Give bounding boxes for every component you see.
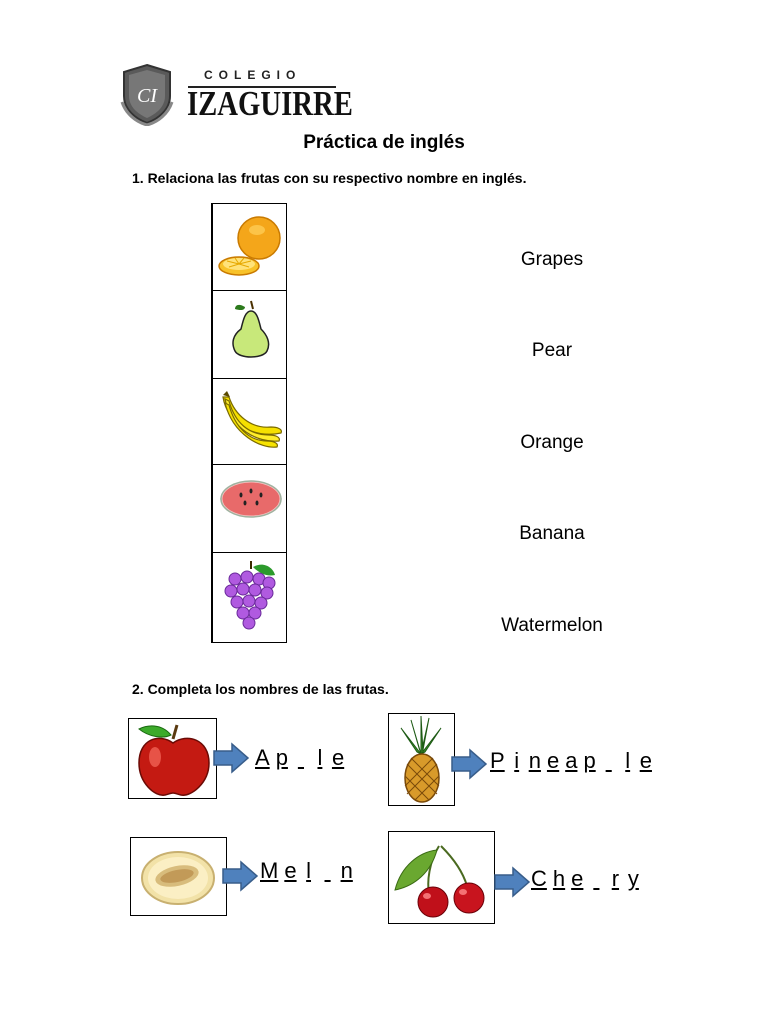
- letter: y: [627, 866, 639, 891]
- word-option: Pear: [531, 340, 573, 361]
- arrow-right-icon: [222, 860, 258, 892]
- letter: e: [639, 748, 652, 773]
- fruit-cell: [211, 291, 287, 379]
- word-blanks: [490, 748, 658, 774]
- letter: l: [306, 858, 312, 883]
- letter: n: [340, 858, 353, 883]
- letter: e: [546, 748, 560, 773]
- pineapple-picture: [388, 713, 455, 806]
- word-blanks: [260, 858, 359, 884]
- letter: n: [528, 748, 541, 773]
- orange-icon: [217, 208, 285, 286]
- letter: r: [611, 866, 620, 891]
- word-option: Watermelon: [501, 615, 603, 636]
- school-label-small: COLEGIO: [204, 68, 302, 82]
- letter: P: [490, 748, 505, 773]
- letter: e: [331, 745, 345, 770]
- letter-blank[interactable]: [294, 745, 308, 771]
- grapes-icon: [217, 557, 285, 637]
- fruit-cell: [211, 465, 287, 553]
- arrow-right-icon: [494, 866, 530, 898]
- word-option: Banana: [519, 523, 585, 544]
- pear-icon: [217, 295, 285, 373]
- cherry-icon: [389, 832, 494, 923]
- logo-monogram: CI: [137, 85, 157, 107]
- exercise-1-instruction: 1. Relaciona las frutas con su respectivo nombre en inglés.: [132, 170, 527, 186]
- letter: l: [625, 748, 631, 773]
- apple-picture: [128, 718, 217, 799]
- letter: p: [275, 745, 288, 770]
- letter: M: [260, 858, 279, 883]
- arrow-right-icon: [451, 748, 487, 780]
- word-option: Orange: [520, 432, 584, 453]
- letter: l: [317, 745, 323, 770]
- school-name: IZAGUIRRE: [187, 84, 353, 123]
- apple-icon: [129, 719, 216, 798]
- letter-blank[interactable]: [602, 748, 616, 774]
- arrow-right-icon: [213, 742, 249, 774]
- letter: h: [552, 866, 566, 891]
- word-option: Grapes: [520, 249, 584, 270]
- fruit-picture-table: [211, 203, 288, 643]
- fruit-cell: [211, 553, 287, 643]
- letter: A: [255, 745, 270, 770]
- melon-icon: [131, 838, 226, 915]
- letter: a: [565, 748, 578, 773]
- fruit-cell: [211, 379, 287, 465]
- word-blanks: [531, 866, 645, 892]
- letter: e: [284, 858, 297, 883]
- cherry-picture: [388, 831, 495, 924]
- page-title: Práctica de inglés: [303, 132, 465, 153]
- banana-icon: [217, 383, 285, 459]
- school-logo-shield: [120, 62, 174, 126]
- letter: C: [531, 866, 547, 891]
- exercise-2-instruction: 2. Completa los nombres de las frutas.: [132, 681, 389, 697]
- letter: p: [583, 748, 596, 773]
- watermelon-icon: [217, 469, 285, 547]
- word-blanks: [255, 745, 350, 771]
- melon-picture: [130, 837, 227, 916]
- letter: i: [514, 748, 520, 773]
- letter-blank[interactable]: [589, 866, 603, 892]
- pineapple-icon: [389, 714, 454, 805]
- letter-blank[interactable]: [321, 858, 335, 884]
- fruit-cell: [211, 203, 287, 291]
- letter: e: [571, 866, 584, 891]
